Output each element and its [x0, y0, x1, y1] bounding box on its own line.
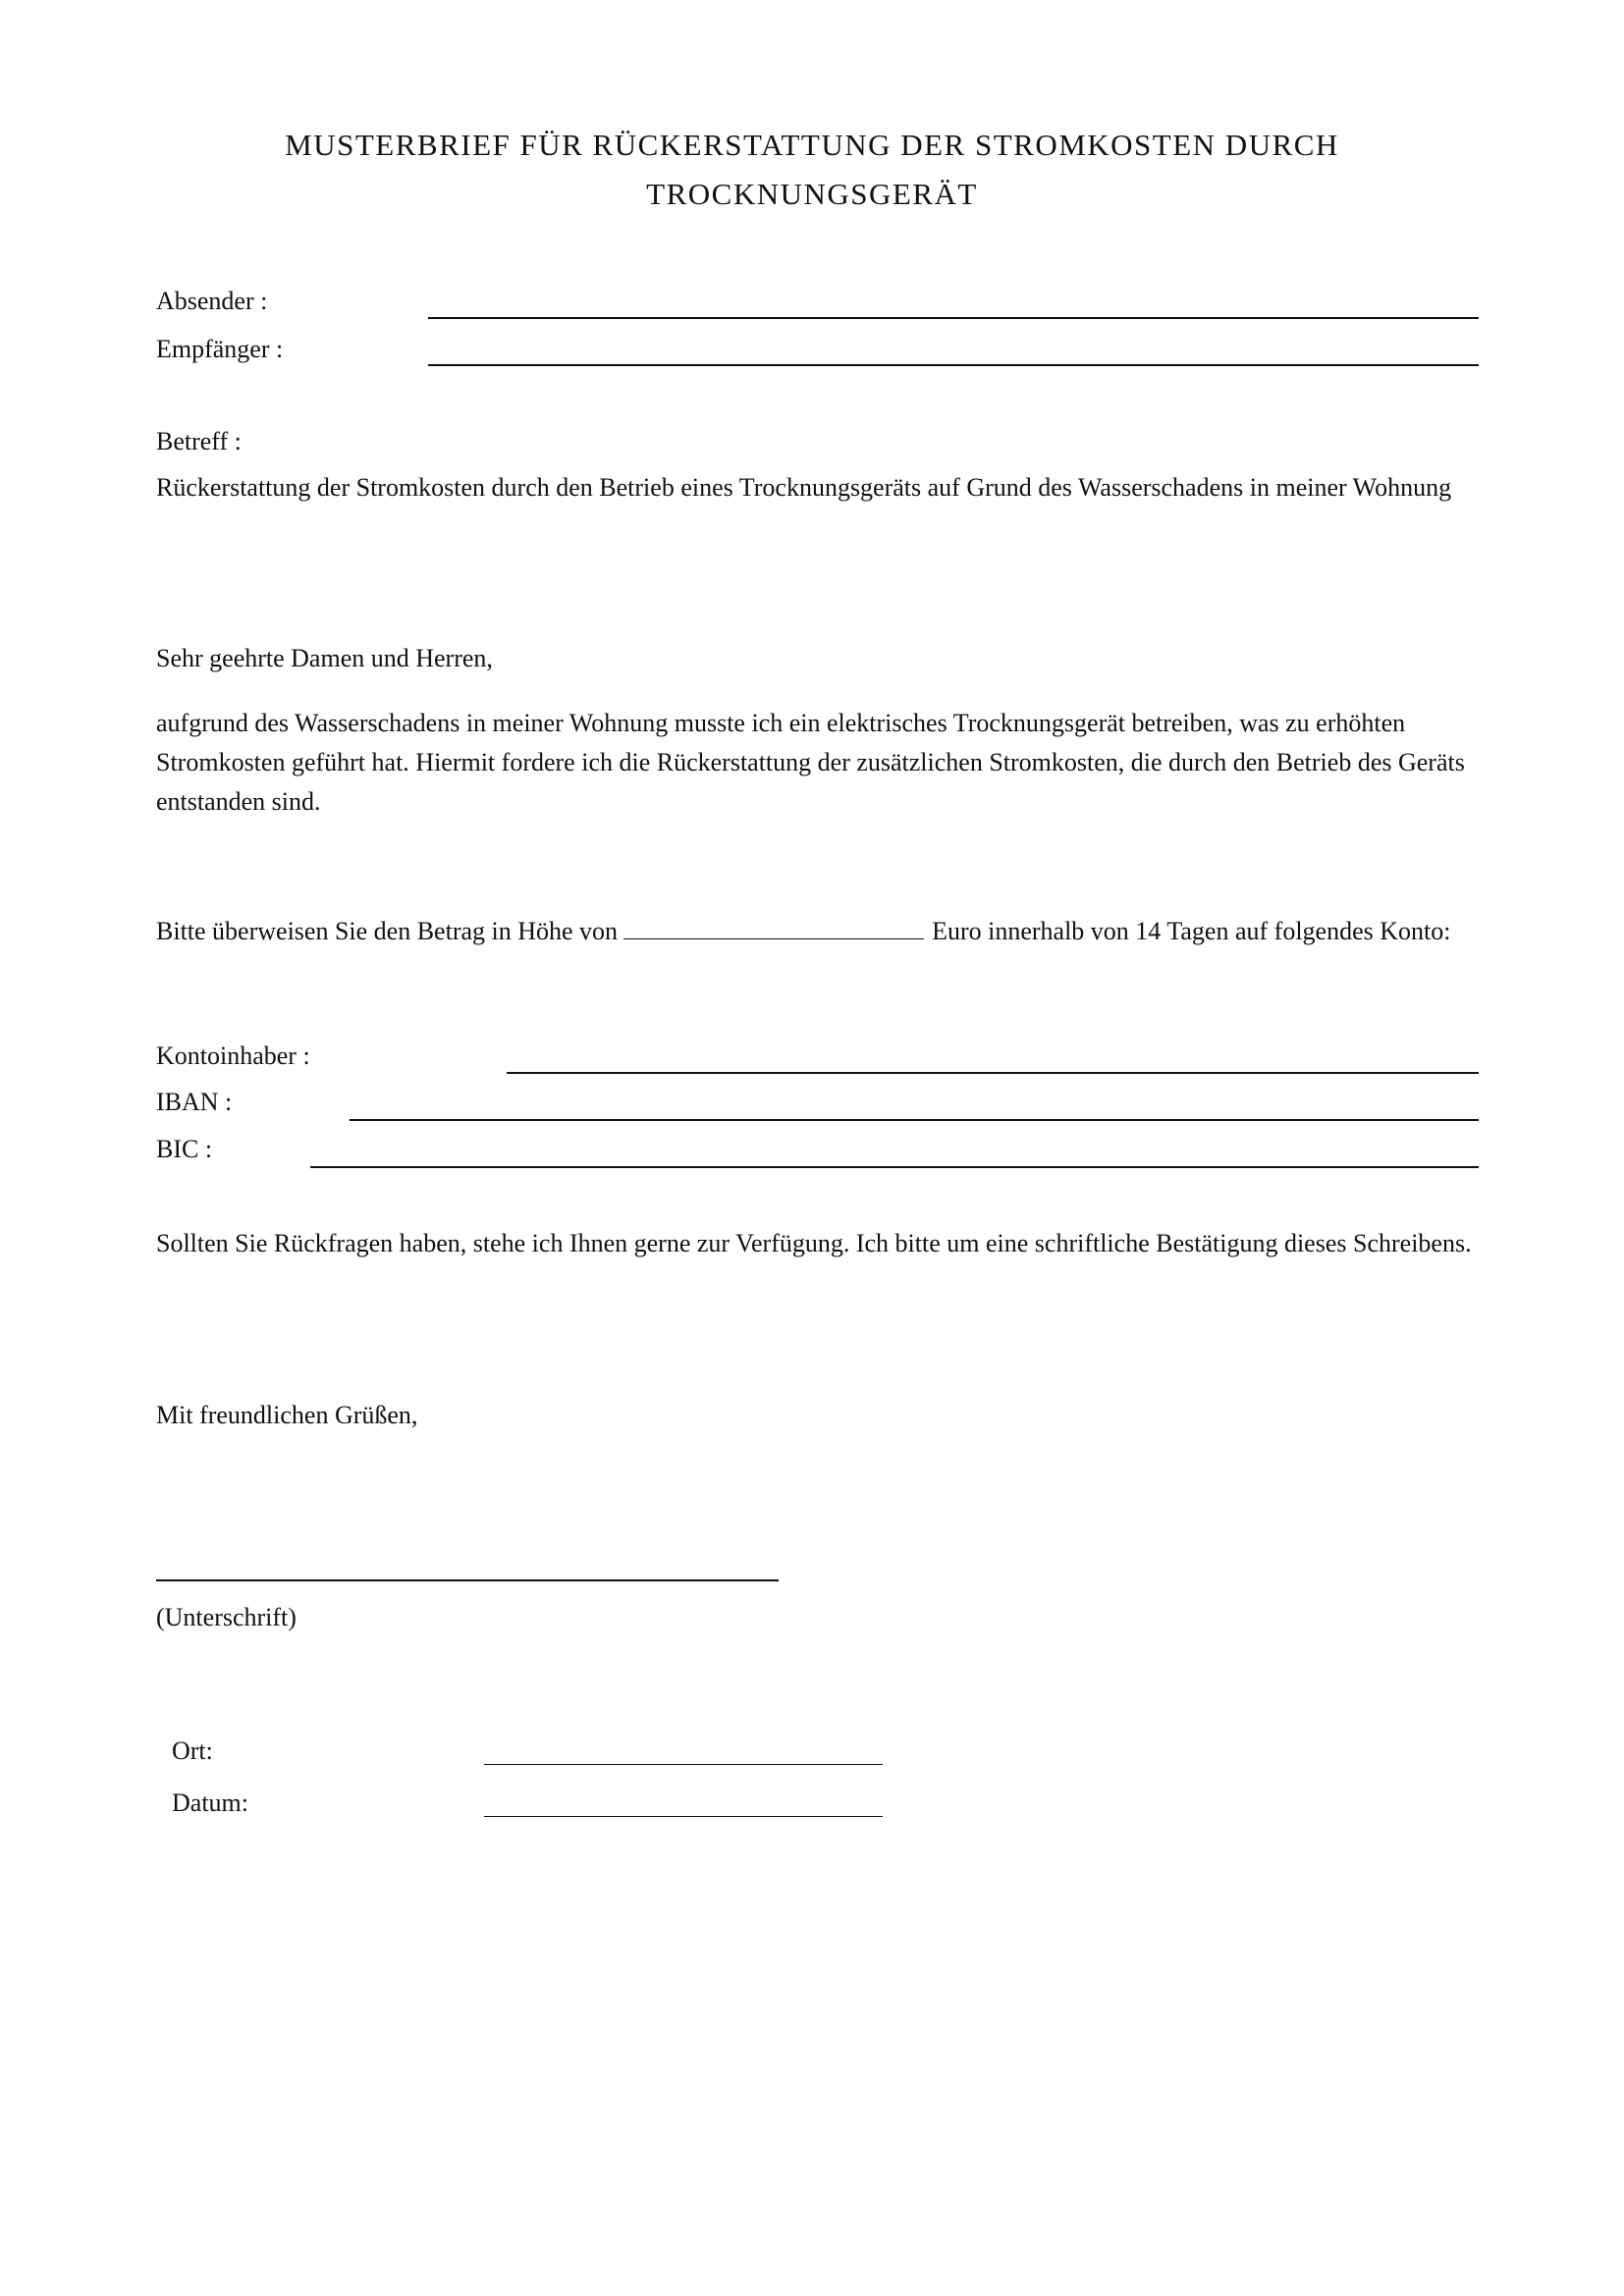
salutation: Sehr geehrte Damen und Herren, [156, 644, 493, 672]
questions-paragraph: Sollten Sie Rückfragen haben, stehe ich Ihnen gerne zur Verfügung. Ich bitte um eine schriftliche Bestätigung dieses Schreibens. [156, 1229, 1472, 1257]
account-holder-field-line[interactable] [507, 1072, 1479, 1074]
date-field-line[interactable] [484, 1816, 883, 1817]
iban-label: IBAN : [156, 1088, 233, 1116]
document-title [137, 121, 1487, 219]
place-field-line[interactable] [484, 1764, 883, 1765]
signature-line[interactable] [156, 1579, 779, 1581]
recipient-label: Empfänger : [156, 335, 284, 363]
payment-text-after: Euro innerhalb von 14 Tagen auf folgendes Konto: [932, 917, 1451, 945]
place-label: Ort: [172, 1736, 213, 1765]
title-line-2: TROCKNUNGSGERÄT [646, 177, 978, 211]
closing: Mit freundlichen Grüßen, [156, 1401, 418, 1429]
iban-field-line[interactable] [350, 1119, 1479, 1121]
body-paragraph: aufgrund des Wasserschadens in meiner Wohnung musste ich ein elektrisches Trocknungsgerät betreiben, was zu erhöhten Stromkosten geführt hat. Hiermit fordere ich die Rückerstattung der zusätzlichen Stromkosten, die durch den Betrieb des Geräts entstanden sind. [156, 709, 1465, 816]
payment-request [156, 912, 1491, 951]
amount-blank-line[interactable] [623, 917, 924, 939]
recipient-field-line[interactable] [428, 364, 1479, 366]
sender-label: Absender : [156, 287, 268, 315]
sender-field-line[interactable] [428, 317, 1479, 319]
title-line-1: MUSTERBRIEF FÜR RÜCKERSTATTUNG DER STROMKOSTEN DURCH [285, 128, 1339, 162]
date-label: Datum: [172, 1789, 248, 1817]
subject-text: Rückerstattung der Stromkosten durch den Betrieb eines Trocknungsgeräts auf Grund des Wasserschadens in meiner Wohnung [156, 473, 1452, 502]
payment-text-before: Bitte überweisen Sie den Betrag in Höhe von [156, 917, 619, 945]
bic-label: BIC : [156, 1135, 213, 1163]
subject-label: Betreff : [156, 427, 242, 455]
bic-field-line[interactable] [310, 1166, 1479, 1168]
signature-label: (Unterschrift) [156, 1603, 297, 1631]
account-holder-label: Kontoinhaber : [156, 1041, 310, 1070]
